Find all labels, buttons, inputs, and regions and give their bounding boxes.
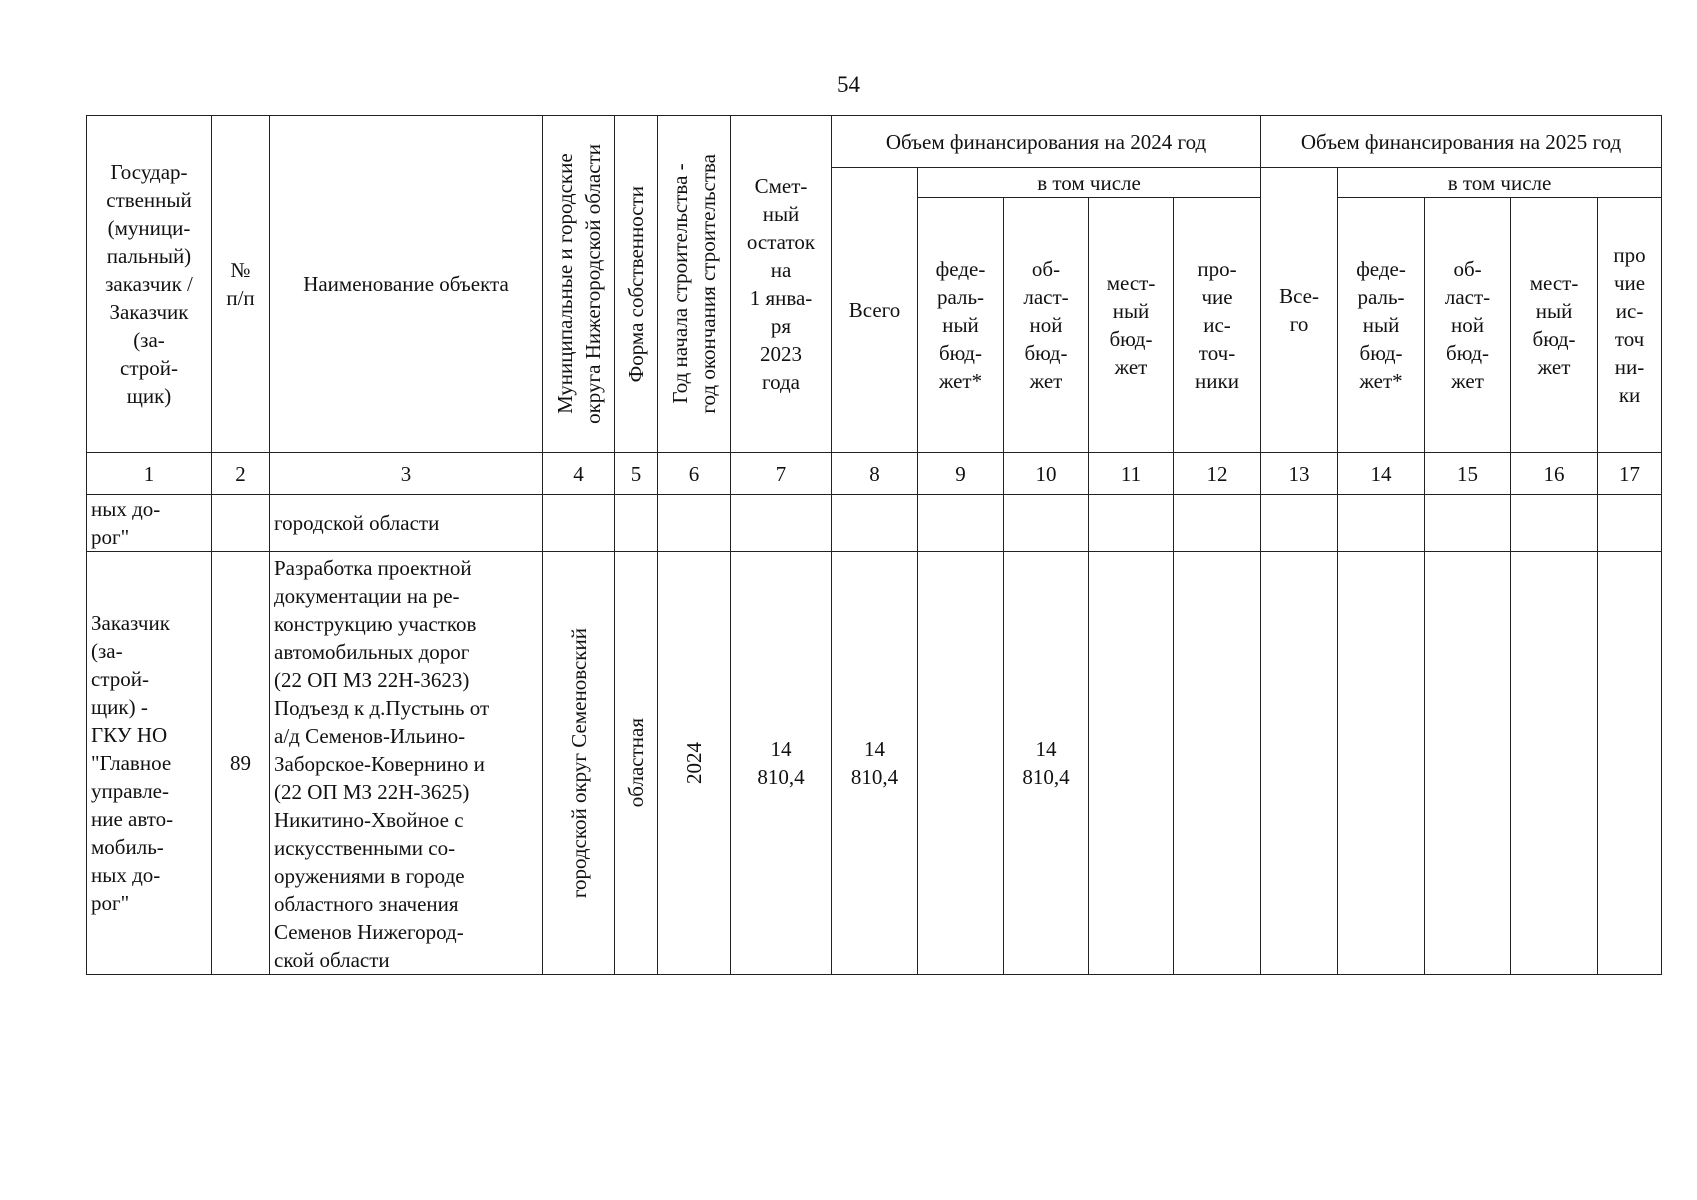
column-number: 13: [1261, 453, 1338, 495]
cell-empty: [731, 495, 832, 552]
cell-empty: [1598, 495, 1662, 552]
cell-empty: [1511, 495, 1598, 552]
column-number: 16: [1511, 453, 1598, 495]
table-row: [87, 552, 1662, 975]
cell-empty: [832, 495, 918, 552]
column-number: 2: [212, 453, 270, 495]
cell-regional-2024: 14 810,4: [1004, 552, 1089, 975]
cell-empty: [1425, 495, 1511, 552]
header-local-2025: мест- ный бюд- жет: [1511, 198, 1598, 453]
cell-local-2024: [1089, 552, 1174, 975]
column-number: 5: [615, 453, 658, 495]
column-number: 15: [1425, 453, 1511, 495]
cell-empty: [615, 495, 658, 552]
cell-years: 2024: [658, 552, 731, 975]
column-number: 1: [87, 453, 212, 495]
header-local-2024: мест- ный бюд- жет: [1089, 198, 1174, 453]
cell-empty: [918, 495, 1004, 552]
column-number: 9: [918, 453, 1004, 495]
column-number: 8: [832, 453, 918, 495]
column-number-row: [87, 453, 1662, 495]
cell-empty: [1338, 495, 1425, 552]
cell-federal-2025: [1338, 552, 1425, 975]
header-municipalities: Муниципальные и городские округа Нижегородской области: [543, 116, 615, 453]
column-number: 11: [1089, 453, 1174, 495]
cell-municipality: городской округ Семеновский: [543, 552, 615, 975]
header-regional-2024: об- ласт- ной бюд- жет: [1004, 198, 1089, 453]
cell-empty: [658, 495, 731, 552]
cell-customer: Заказчик (за- строй- щик) - ГКУ НО "Главное управле- ние авто- мобиль- ных до- рог": [87, 552, 212, 975]
header-other-2025: про чие ис- точ ни- ки: [1598, 198, 1662, 453]
financing-table: [86, 115, 1662, 975]
header-including-2024: в том числе: [918, 168, 1261, 198]
header-years: Год начала строительства - год окончания строительства: [658, 116, 731, 453]
header-federal-2024: феде- раль- ный бюд- жет*: [918, 198, 1004, 453]
cell-num: 89: [212, 552, 270, 975]
cell-estimate: 14 810,4: [731, 552, 832, 975]
header-fin-2024: Объем финансирования на 2024 год: [832, 116, 1261, 168]
header-fin-2025: Объем финансирования на 2025 год: [1261, 116, 1662, 168]
cell-other-2025: [1598, 552, 1662, 975]
column-number: 12: [1174, 453, 1261, 495]
cell-total-2025: [1261, 552, 1338, 975]
column-number: 17: [1598, 453, 1662, 495]
header-num: № п/п: [212, 116, 270, 453]
cell-other-2024: [1174, 552, 1261, 975]
header-other-2024: про- чие ис- точ- ники: [1174, 198, 1261, 453]
header-regional-2025: об- ласт- ной бюд- жет: [1425, 198, 1511, 453]
column-number: 7: [731, 453, 832, 495]
column-number: 14: [1338, 453, 1425, 495]
cell-empty: [543, 495, 615, 552]
header-estimate: Смет- ный остаток на 1 янва- ря 2023 года: [731, 116, 832, 453]
page-number: 54: [837, 72, 860, 97]
header-including-2025: в том числе: [1338, 168, 1662, 198]
cell-regional-2025: [1425, 552, 1511, 975]
cell-empty: [212, 495, 270, 552]
header-object-name: Наименование объекта: [270, 116, 543, 453]
cell-total-2024: 14 810,4: [832, 552, 918, 975]
column-number: 10: [1004, 453, 1089, 495]
cell-empty: [1004, 495, 1089, 552]
cell-object-name-continued: городской области: [270, 495, 543, 552]
header-total-2024: Всего: [832, 168, 918, 453]
cell-empty: [1174, 495, 1261, 552]
column-number: 3: [270, 453, 543, 495]
cell-local-2025: [1511, 552, 1598, 975]
cell-ownership: областная: [615, 552, 658, 975]
cell-federal-2024: [918, 552, 1004, 975]
cell-object-name: Разработка проектной документации на ре- конструкцию участков автомобильных дорог (22 ОП МЗ 22Н-3623) Подъезд к д.Пустынь от а/д Семенов-Ильино- Заборское-Ковернино и (22 ОП МЗ 22Н-3625) Никитино-Хвойное с искусственными со- оружениями в городе областного значения Семенов Нижегород- ской области: [270, 552, 543, 975]
header-customer: Государ- ственный (муници- пальный) заказчик / Заказчик (за- строй- щик): [87, 116, 212, 453]
header-federal-2025: феде- раль- ный бюд- жет*: [1338, 198, 1425, 453]
header-total-2025: Все- го: [1261, 168, 1338, 453]
column-number: 6: [658, 453, 731, 495]
column-number: 4: [543, 453, 615, 495]
cell-empty: [1089, 495, 1174, 552]
header-ownership: Форма собственности: [615, 116, 658, 453]
cell-empty: [1261, 495, 1338, 552]
continuation-row: [87, 495, 1662, 552]
cell-customer-continued: ных до- рог": [87, 495, 212, 552]
